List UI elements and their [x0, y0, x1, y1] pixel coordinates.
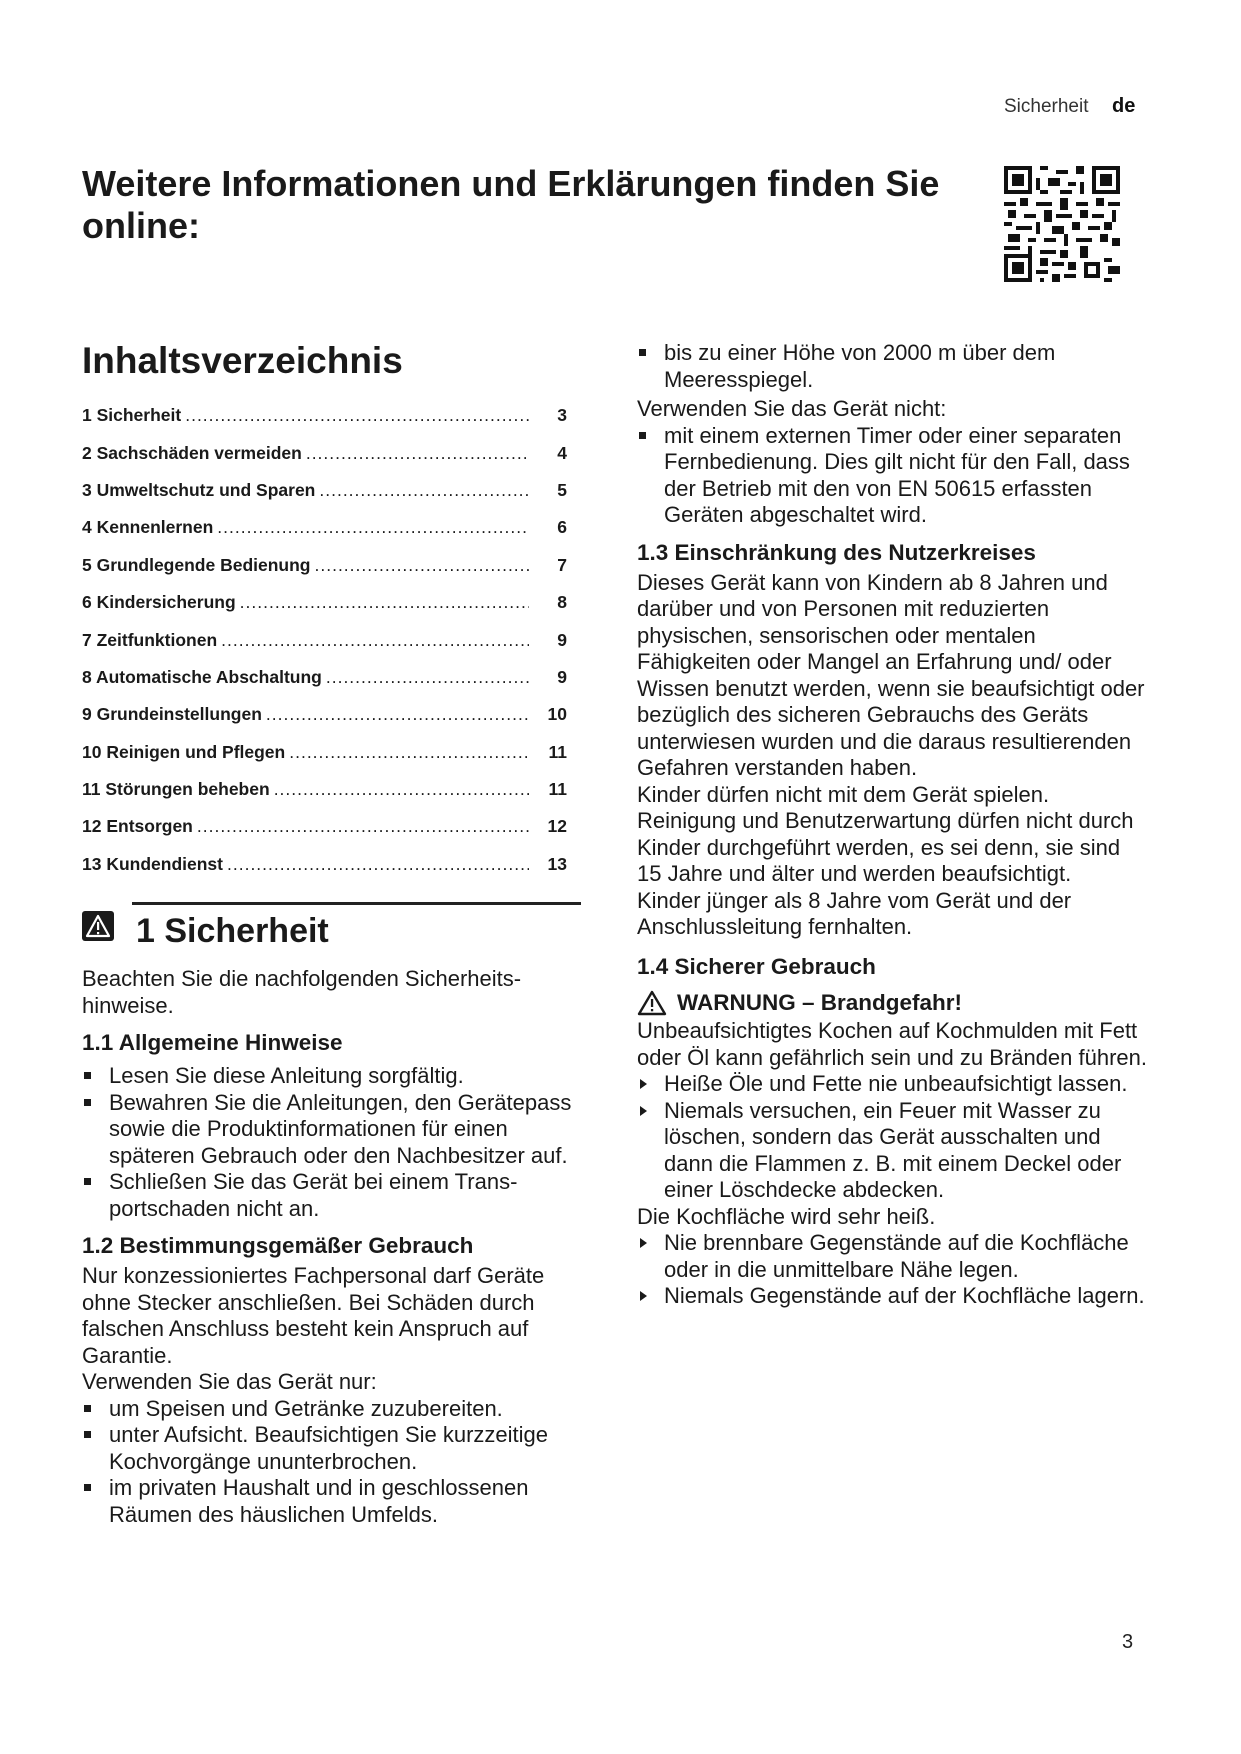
toc-leader [221, 630, 529, 651]
toc-entry[interactable] [82, 771, 567, 808]
toc-entry-page: 5 [557, 479, 567, 500]
toc-entry-page: 4 [557, 442, 567, 463]
section-title: 1 Sicherheit [136, 912, 329, 950]
toc-entry[interactable] [82, 397, 567, 434]
paragraph: Kinder dürfen nicht mit dem Gerät spielen. [637, 781, 1050, 807]
toc-leader [315, 555, 530, 576]
heading-1-2: 1.2 Bestimmungsgemäßer Gebrauch [82, 1233, 474, 1258]
list-item: bis zu einer Höhe von 2000 m über dem Meeresspiegel. [637, 340, 1147, 393]
toc-entry-label: 7 Zeitfunktionen [82, 629, 218, 650]
toc-entry-label: 1 Sicherheit [82, 405, 182, 426]
running-header-language: de [1112, 95, 1136, 117]
toc-leader [326, 667, 529, 688]
toc-entry[interactable] [82, 734, 567, 771]
toc-leader [240, 592, 529, 613]
heading-1-1: 1.1 Allgemeine Hinweise [82, 1030, 343, 1055]
toc-entry[interactable] [82, 547, 567, 584]
toc-entry-label: 8 Automatische Abschaltung [82, 666, 322, 687]
toc-entry[interactable] [82, 509, 567, 546]
warning-heading [637, 990, 1147, 1017]
toc-entry-label: 5 Grundlegende Bedienung [82, 554, 311, 575]
toc-entry[interactable] [82, 621, 567, 658]
toc-title: Inhaltsverzeichnis [82, 340, 403, 381]
toc-entry[interactable] [82, 808, 567, 845]
paragraph: Verwenden Sie das Gerät nur: [82, 1369, 377, 1394]
toc-leader [319, 480, 529, 501]
toc-entry-label: 12 Entsorgen [82, 816, 193, 837]
toc-leader [185, 405, 529, 426]
toc-entry[interactable] [82, 584, 567, 621]
toc-entry[interactable] [82, 846, 567, 883]
list-do-not-use [637, 423, 1147, 529]
toc-entry[interactable] [82, 696, 567, 733]
paragraph: Reinigung und Benutzerwartung dürfen nicht durch Kinder durchgeführt werden, es sei denn, sie sind 15 Jahre und älter und werden beaufsichtigt. [637, 808, 1134, 886]
toc-entry-page: 6 [557, 517, 567, 538]
toc-entry-label: 6 Kindersicherung [82, 592, 236, 613]
list-item: Nie brennbare Gegenstände auf die Kochfläche oder in die unmittelbare Nähe legen. [637, 1230, 1147, 1283]
warning-triangle-icon [637, 990, 667, 1016]
section-intro: Beachten Sie die nachfolgenden Sicherheitshinweise. [82, 966, 522, 1018]
list-use-only-cont [637, 340, 1147, 393]
qr-code-icon [1004, 166, 1120, 282]
list-use-only [82, 1396, 582, 1529]
paragraph: Dieses Gerät kann von Kindern ab 8 Jahren und darüber und von Personen mit reduzierten physischen, sensorischen oder mentalen Fähigkeiten oder Mangel an Erfahrung und/ oder Wissen benutzt werden, wenn sie beaufsichtigt oder bezüglich des sicheren Gebrauchs des Geräts unterwiesen wurden und die daraus resultierenden Gefahren verstanden haben. [637, 569, 1145, 780]
right-column [637, 340, 1147, 1310]
list-item: unter Aufsicht. Beaufsichtigen Sie kurzzeitige Kochvorgänge ununterbrochen. [82, 1422, 582, 1475]
toc-list [82, 397, 567, 883]
toc-entry-page: 12 [547, 816, 567, 837]
toc-entry-label: 13 Kundendienst [82, 853, 223, 874]
running-header-section: Sicherheit [1004, 96, 1089, 117]
toc-entry-page: 3 [557, 405, 567, 426]
toc-entry-label: 9 Grundeinstellungen [82, 704, 262, 725]
warning-icon [82, 911, 114, 941]
toc-leader [227, 854, 529, 875]
toc-entry-label: 2 Sachschäden vermeiden [82, 442, 302, 463]
warning-label: WARNUNG – Brandgefahr! [677, 989, 963, 1015]
online-info-title: Weitere Informationen und Erklärungen finden Sie online: [82, 163, 940, 246]
list-hot-steps [637, 1230, 1147, 1310]
toc-entry-page: 11 [548, 779, 567, 800]
list-general-notes [82, 1063, 582, 1222]
toc-entry-page: 13 [547, 853, 567, 874]
toc-entry-page: 8 [557, 592, 567, 613]
toc-leader [274, 779, 529, 800]
toc-entry[interactable] [82, 659, 567, 696]
list-item: Schließen Sie das Gerät bei einem Transportschaden nicht an. [82, 1169, 582, 1222]
page-number: 3 [1122, 1631, 1134, 1653]
toc-entry-label: 11 Störungen beheben [82, 779, 270, 800]
heading-1-4: 1.4 Sicherer Gebrauch [637, 953, 876, 979]
toc-leader [197, 816, 529, 837]
paragraph: Nur konzessioniertes Fachpersonal darf Geräte ohne Stecker anschließen. Bei Schäden durch falschen Anschluss besteht kein Anspruch auf Garantie. [82, 1263, 545, 1368]
toc-entry-page: 7 [557, 554, 567, 575]
toc-leader [306, 443, 529, 464]
list-item: Bewahren Sie die Anleitungen, den Gerätepass sowie die Produktinformationen für einen späteren Gebrauch oder den Nachbesitzer auf. [82, 1090, 582, 1170]
toc-leader [266, 704, 529, 725]
left-column [82, 966, 582, 1528]
toc-leader [217, 517, 529, 538]
toc-leader [289, 742, 529, 763]
list-item: Heiße Öle und Fette nie unbeaufsichtigt lassen. [637, 1071, 1147, 1098]
list-item: im privaten Haushalt und in geschlossenen Räumen des häuslichen Umfelds. [82, 1475, 582, 1528]
toc-entry[interactable] [82, 472, 567, 509]
list-item: Niemals versuchen, ein Feuer mit Wasser zu löschen, sondern das Gerät ausschalten und dann die Flammen z. B. mit einem Deckel oder einer Löschdecke abdecken. [637, 1098, 1147, 1204]
toc-entry[interactable] [82, 434, 567, 471]
toc-entry-page: 9 [557, 666, 567, 687]
toc-entry-label: 3 Umweltschutz und Sparen [82, 479, 316, 500]
list-item: Niemals Gegenstände auf der Kochfläche lagern. [637, 1283, 1147, 1310]
paragraph: Die Kochfläche wird sehr heiß. [637, 1203, 936, 1229]
toc-entry-page: 10 [547, 704, 567, 725]
list-item: mit einem externen Timer oder einer separaten Fernbedienung. Dies gilt nicht für den Fall, dass der Betrieb mit den von EN 50615 erfassten Geräten abgeschaltet wird. [637, 423, 1147, 529]
list-item: Lesen Sie diese Anleitung sorgfältig. [82, 1063, 582, 1090]
paragraph: Verwenden Sie das Gerät nicht: [637, 396, 947, 421]
paragraph: Kinder jünger als 8 Jahre vom Gerät und der Anschlussleitung fernhalten. [637, 887, 1072, 939]
toc-entry-label: 4 Kennenlernen [82, 517, 214, 538]
list-item: um Speisen und Getränke zuzubereiten. [82, 1396, 582, 1423]
heading-1-3: 1.3 Einschränkung des Nutzerkreises [637, 539, 1036, 565]
toc-entry-page: 9 [557, 629, 567, 650]
toc-entry-page: 11 [548, 741, 567, 762]
section-rule [132, 902, 581, 905]
paragraph: Unbeaufsichtigtes Kochen auf Kochmulden mit Fett oder Öl kann gefährlich sein und zu Bränden führen. [637, 1018, 1147, 1070]
toc-entry-label: 10 Reinigen und Pflegen [82, 741, 286, 762]
list-fire-steps [637, 1071, 1147, 1204]
